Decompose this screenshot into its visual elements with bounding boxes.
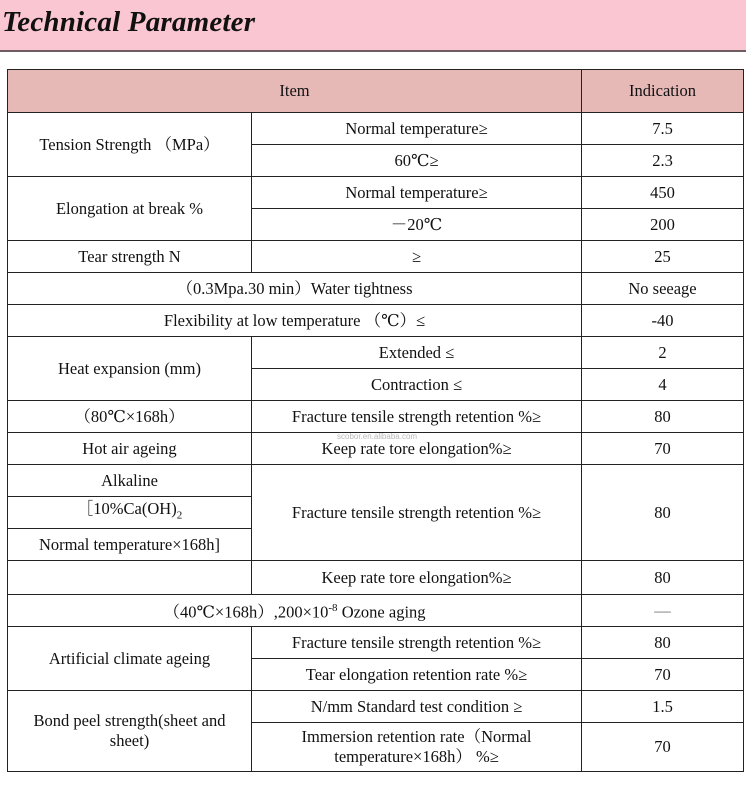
heat-cond-1: Extended ≤ [252, 337, 582, 369]
elongation-cond-2: －20℃ [252, 209, 582, 241]
climate-cond-1: Fracture tensile strength retention %≥ [252, 627, 582, 659]
watermark: scobor.en.alibaba.com [337, 432, 418, 441]
tear-value: 25 [582, 241, 744, 273]
ozone-label [8, 595, 582, 627]
flex-label: Flexibility at low temperature （℃）≤ [8, 305, 582, 337]
climate-value-1: 80 [582, 627, 744, 659]
climate-label: Artificial climate ageing [8, 627, 252, 691]
heat-value-2: 4 [582, 369, 744, 401]
alkaline-cond-1: Fracture tensile strength retention %≥ [252, 465, 582, 561]
tension-cond-2: 60℃≥ [252, 145, 582, 177]
alkaline-value-2: 80 [582, 561, 744, 595]
tension-cond-1: Normal temperature≥ [252, 113, 582, 145]
elongation-value-1: 450 [582, 177, 744, 209]
tear-label: Tear strength N [8, 241, 252, 273]
header-item: Item [8, 70, 582, 113]
table-row [8, 337, 744, 369]
bond-cond-2: Immersion retention rate（Normal temperature×168h） %≥ [252, 723, 582, 772]
heat-cond-2: Contraction ≤ [252, 369, 582, 401]
table-row [8, 177, 744, 209]
table-row [8, 241, 744, 273]
alkaline-label-2-subscript: 2 [176, 509, 183, 522]
tension-value-2: 2.3 [582, 145, 744, 177]
page-title: Technical Parameter [2, 6, 256, 38]
flex-value: -40 [582, 305, 744, 337]
hot-air-value-2: 70 [582, 433, 744, 465]
heat-value-1: 2 [582, 337, 744, 369]
header-indication: Indication [582, 70, 744, 113]
ozone-label-a: （40℃×168h）,200×10 [163, 602, 329, 622]
hot-air-cond-1: Fracture tensile strength retention %≥ [252, 401, 582, 433]
climate-cond-2: Tear elongation retention rate %≥ [252, 659, 582, 691]
bond-label: Bond peel strength(sheet and sheet) [8, 691, 252, 772]
ozone-value: — [582, 595, 744, 627]
alkaline-label-3: Normal temperature×168h] [8, 529, 252, 561]
hot-air-label-1: （80℃×168h） [8, 401, 252, 433]
table-row [8, 595, 744, 627]
ozone-label-sup: -8 [328, 602, 338, 615]
table-row [8, 465, 744, 497]
alkaline-label-1: Alkaline [8, 465, 252, 497]
tension-value-1: 7.5 [582, 113, 744, 145]
alkaline-label-2 [8, 497, 252, 529]
table-row [8, 273, 744, 305]
table-header-row [8, 70, 744, 113]
hot-air-cond-2: Keep rate tore elongation%≥ [252, 433, 582, 465]
elongation-value-2: 200 [582, 209, 744, 241]
table-row [8, 113, 744, 145]
bond-value-1: 1.5 [582, 691, 744, 723]
elongation-cond-1: Normal temperature≥ [252, 177, 582, 209]
elongation-label: Elongation at break % [8, 177, 252, 241]
climate-value-2: 70 [582, 659, 744, 691]
table-row [8, 627, 744, 659]
alkaline-value-1: 80 [582, 465, 744, 561]
ozone-label-b: Ozone aging [337, 602, 426, 622]
alkaline-cond-2: Keep rate tore elongation%≥ [252, 561, 582, 595]
water-label: （0.3Mpa.30 min）Water tightness [8, 273, 582, 305]
water-value: No seeage [582, 273, 744, 305]
hot-air-value-1: 80 [582, 401, 744, 433]
tear-cond: ≥ [252, 241, 582, 273]
bond-value-2: 70 [582, 723, 744, 772]
table-row [8, 401, 744, 433]
spec-table [7, 69, 744, 772]
table-row [8, 691, 744, 723]
table-row [8, 305, 744, 337]
title-banner [0, 0, 746, 52]
alkaline-label-empty [8, 561, 252, 595]
hot-air-label-2: Hot air ageing [8, 433, 252, 465]
alkaline-label-2-text: ［10%Ca(OH) [76, 499, 177, 519]
table-row [8, 561, 744, 595]
bond-cond-1: N/mm Standard test condition ≥ [252, 691, 582, 723]
heat-label: Heat expansion (mm) [8, 337, 252, 401]
tension-label: Tension Strength （MPa） [8, 113, 252, 177]
